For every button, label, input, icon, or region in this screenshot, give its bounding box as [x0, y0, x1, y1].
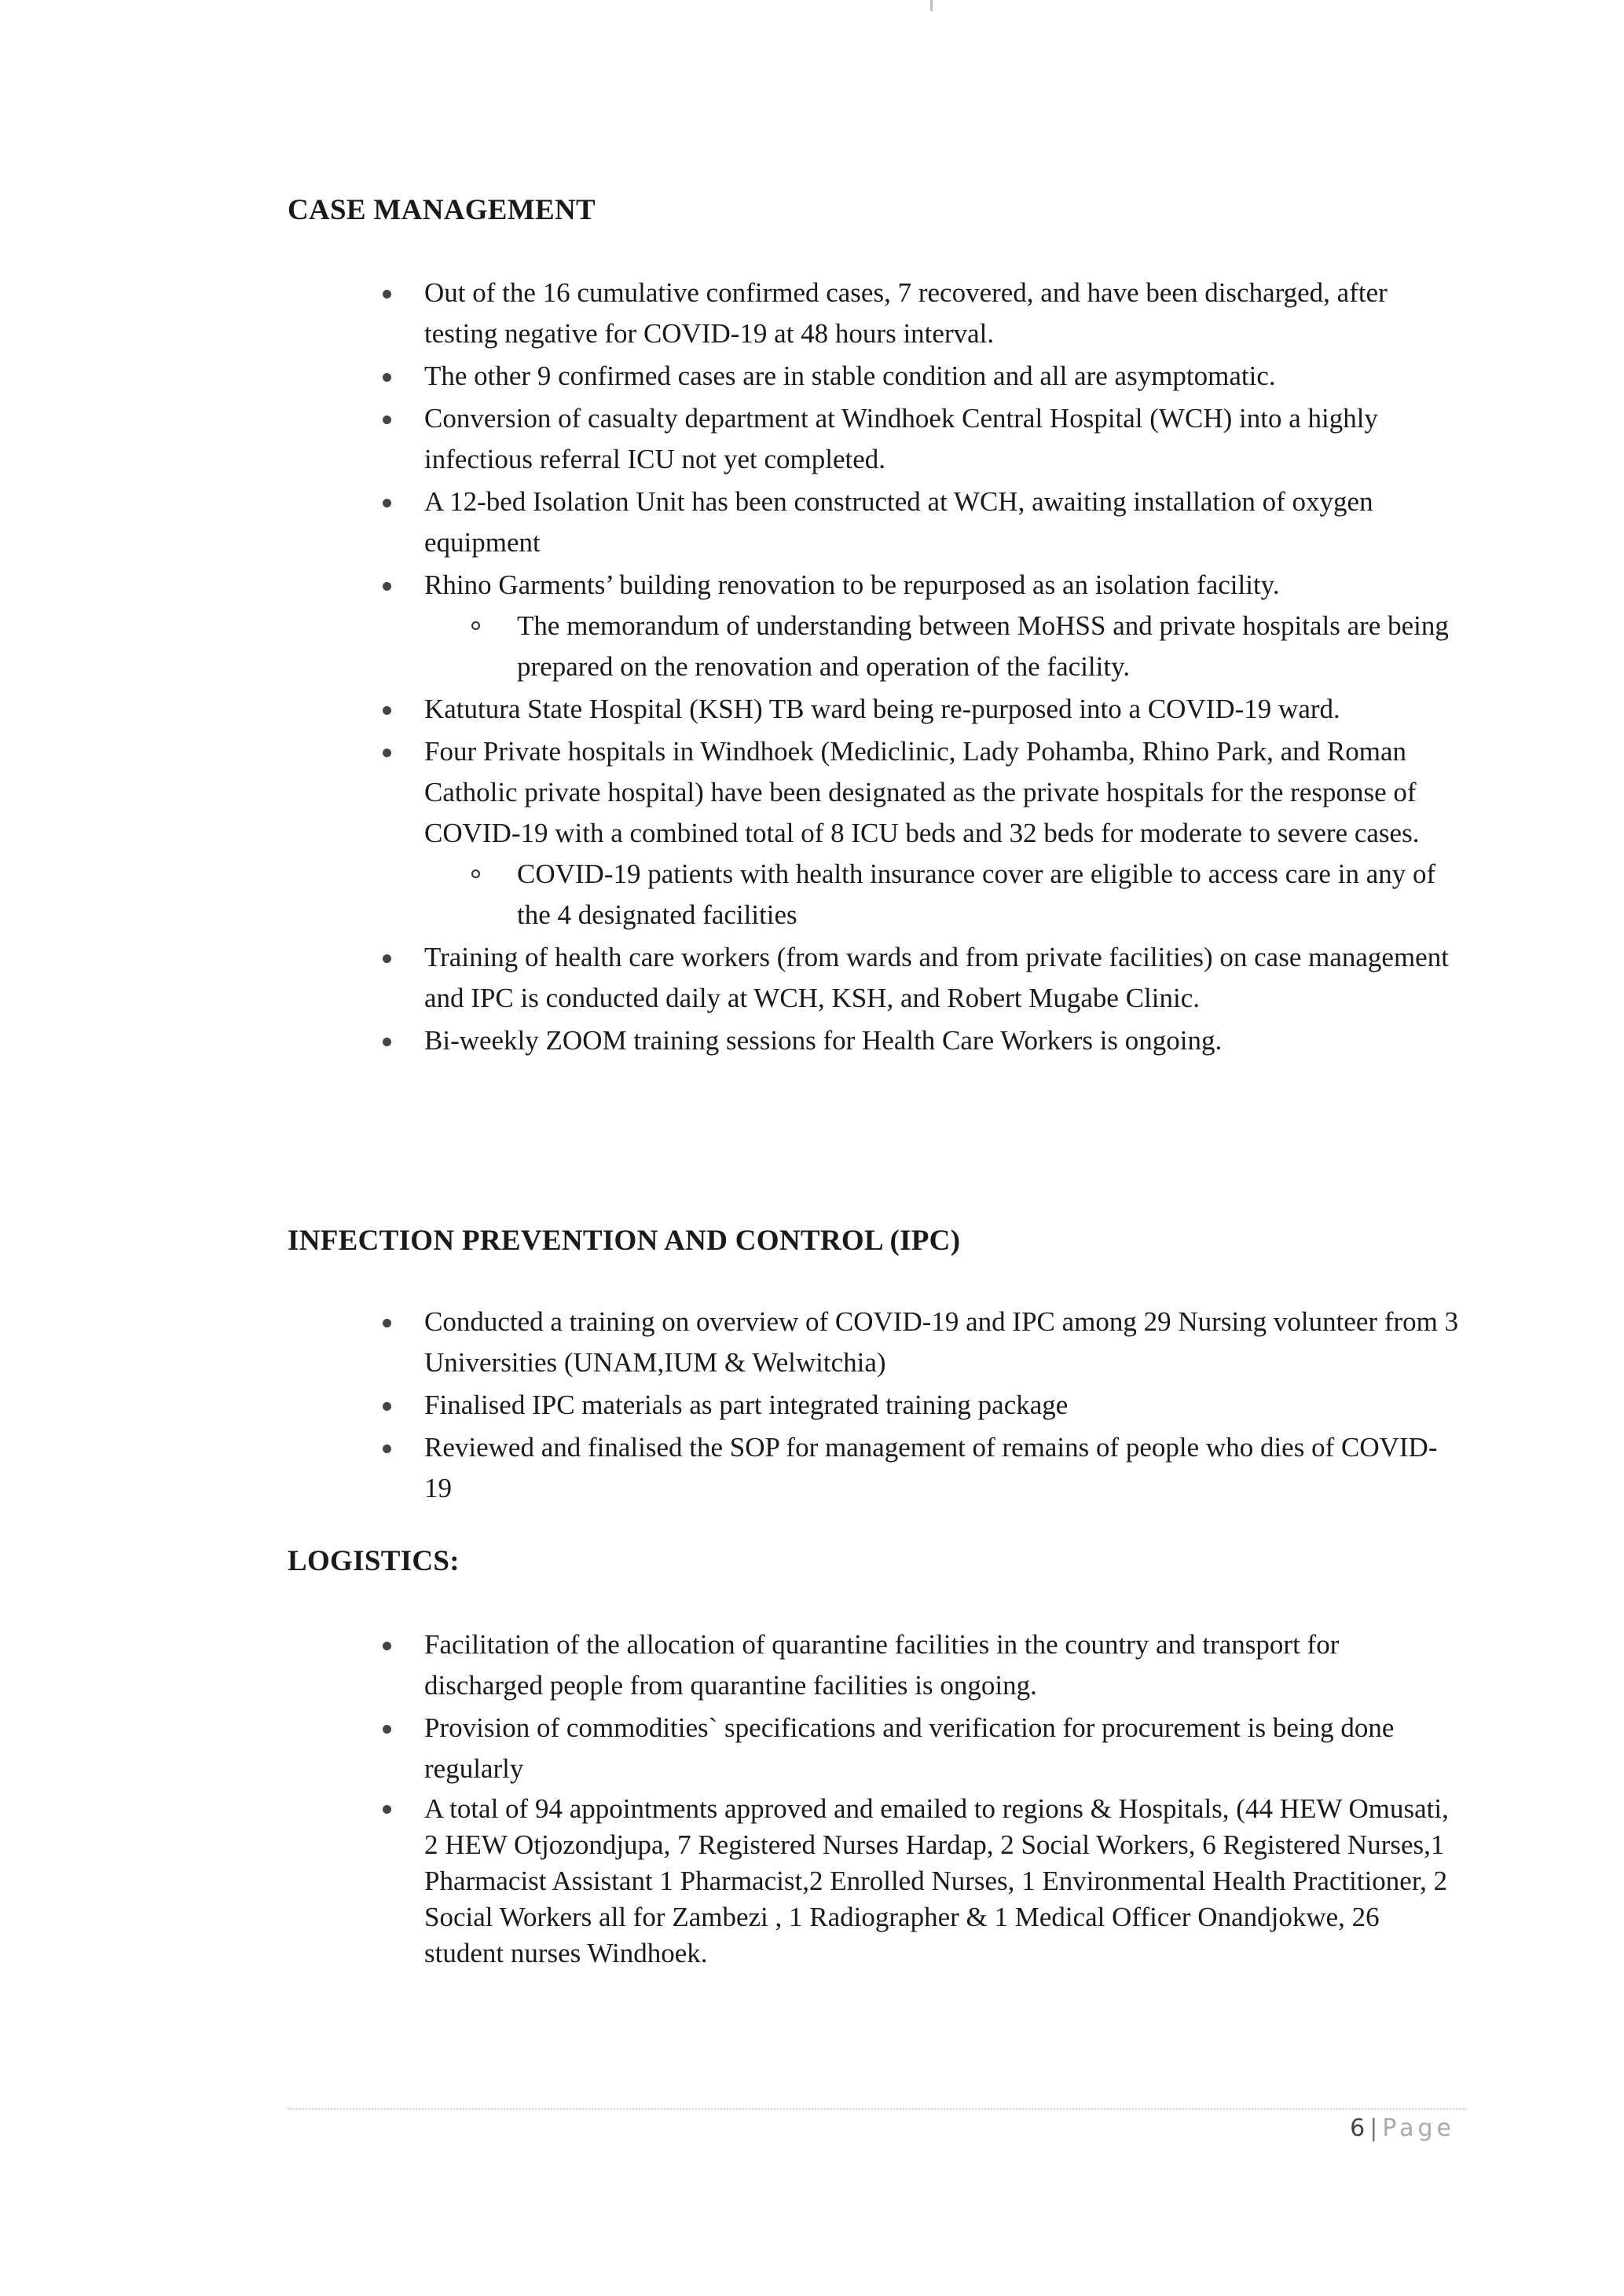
bullet-icon — [383, 954, 391, 963]
case-management-list — [424, 273, 1461, 1063]
bullet-icon — [383, 499, 391, 507]
bullet-icon — [383, 706, 391, 715]
bullet-icon — [383, 582, 391, 591]
list-item: Training of health care workers (from wards and from private facilities) on case management and IPC is conducted daily at WCH, KSH, and Robert Mugabe Clinic. — [424, 937, 1461, 1019]
list-item: Out of the 16 cumulative confirmed cases, 7 recovered, and have been discharged, after testing negative for COVID-19 at 48 hours interval. — [424, 273, 1461, 354]
list-item: A 12-bed Isolation Unit has been constructed at WCH, awaiting installation of oxygen equipment — [424, 482, 1461, 563]
page-footer — [1350, 2115, 1455, 2142]
bullet-icon — [383, 1445, 391, 1453]
section-heading-ipc: INFECTION PREVENTION AND CONTROL (IPC) — [288, 1225, 961, 1257]
list-item: The other 9 confirmed cases are in stable condition and all are asymptomatic. — [424, 356, 1461, 397]
list-item: Provision of commodities` specifications and verification for procurement is being done regularly — [424, 1708, 1461, 1789]
bullet-icon — [383, 290, 391, 298]
bullet-icon — [383, 373, 391, 382]
page-label: Page — [1382, 2115, 1455, 2142]
sub-list — [424, 606, 1461, 687]
list-item: Conversion of casualty department at Windhoek Central Hospital (WCH) into a highly infectious referral ICU not yet completed. — [424, 398, 1461, 480]
sub-list-item: The memorandum of understanding between MoHSS and private hospitals are being prepared on the renovation and operation of the facility. — [517, 606, 1461, 687]
page-number: 6 — [1350, 2115, 1366, 2142]
sub-bullet-icon — [471, 621, 480, 630]
scan-mark — [930, 0, 933, 11]
bullet-icon — [383, 416, 391, 424]
list-item: Bi-weekly ZOOM training sessions for Health Care Workers is ongoing. — [424, 1020, 1461, 1061]
list-item: Conducted a training on overview of COVID-19 and IPC among 29 Nursing volunteer from 3 Universities (UNAM,IUM & Welwitchia) — [424, 1302, 1461, 1383]
logistics-list — [424, 1624, 1461, 1973]
bullet-icon — [383, 1038, 391, 1046]
list-item: Finalised IPC materials as part integrated training package — [424, 1385, 1461, 1426]
list-item: Katutura State Hospital (KSH) TB ward being re-purposed into a COVID-19 ward. — [424, 689, 1461, 730]
section-heading-logistics: LOGISTICS: — [288, 1545, 460, 1577]
bullet-icon — [383, 1319, 391, 1327]
bullet-icon — [383, 1725, 391, 1734]
bullet-icon — [383, 1402, 391, 1411]
bullet-icon — [383, 1805, 391, 1814]
list-item: Facilitation of the allocation of quarantine facilities in the country and transport for discharged people from quarantine facilities is ongoing. — [424, 1624, 1461, 1706]
footer-divider — [288, 2108, 1466, 2110]
sub-bullet-icon — [471, 870, 480, 878]
list-item: Four Private hospitals in Windhoek (Mediclinic, Lady Pohamba, Rhino Park, and Roman Catholic private hospital) have been designated as the private hospitals for the response of COVID-19 with a combined total of 8 ICU beds and 32 beds for moderate to severe cases. COVID-19 patients with health insurance cover are eligible to access care in any of the 4 designated facilities — [424, 731, 1461, 936]
bullet-icon — [383, 749, 391, 757]
sub-list — [424, 854, 1461, 936]
sub-list-item: COVID-19 patients with health insurance cover are eligible to access care in any of the 4 designated facilities — [517, 854, 1461, 936]
footer-separator: | — [1369, 2115, 1378, 2142]
ipc-list — [424, 1302, 1461, 1511]
bullet-icon — [383, 1642, 391, 1650]
list-item: A total of 94 appointments approved and emailed to regions & Hospitals, (44 HEW Omusati, 2 HEW Otjozondjupa, 7 Registered Nurses Hardap, 2 Social Workers, 6 Registered Nurses,1 Pharmacist Assistant 1 Pharmacist,2 Enrolled Nurses, 1 Environmental Health Practitioner, 2 Social Workers all for Zambezi , 1 Radiographer & 1 Medical Officer Onandjokwe, 26 student nurses Windhoek. — [424, 1791, 1461, 1972]
list-item: Rhino Garments’ building renovation to be repurposed as an isolation facility. The memorandum of understanding between MoHSS and private hospitals are being prepared on the renovation and operation of the facility. — [424, 565, 1461, 687]
list-item: Reviewed and finalised the SOP for management of remains of people who dies of COVID-19 — [424, 1427, 1461, 1509]
section-heading-case-management: CASE MANAGEMENT — [288, 194, 596, 226]
